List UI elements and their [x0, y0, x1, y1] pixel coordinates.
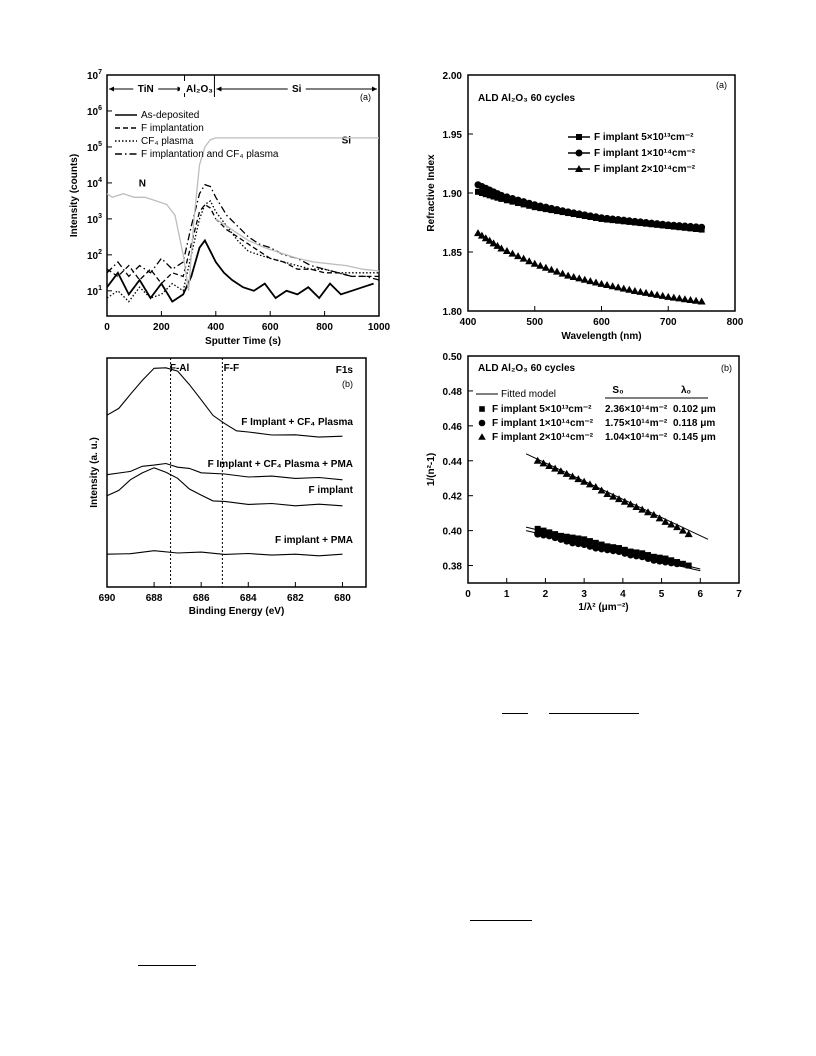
region-annotation: N [138, 178, 146, 190]
x-tick-label: 0 [104, 322, 110, 333]
panel-label: (a) [360, 92, 371, 102]
x-tick-label: 700 [659, 317, 677, 328]
table-lambda0-value: 0.102 μm [673, 404, 716, 415]
arrow-head [109, 87, 114, 92]
equation-rule [138, 965, 196, 966]
x-tick-label: 200 [153, 322, 170, 333]
x-axis-label: Wavelength (nm) [561, 331, 642, 342]
fit-legend-label: Fitted model [501, 389, 557, 400]
x-tick-label: 800 [726, 317, 744, 328]
legend-label: F implant 5×10¹³cm⁻² [492, 404, 592, 415]
legend-label: F implant 5×10¹³cm⁻² [594, 132, 694, 143]
x-tick-label: 3 [581, 589, 587, 600]
x-tick-label: 7 [736, 589, 742, 600]
series-line [107, 185, 379, 280]
y-tick-label: 0.42 [442, 491, 462, 503]
y-tick-exponent: 2 [98, 248, 103, 256]
x-tick-label: 690 [98, 593, 116, 604]
spectrum-label: F Implant + CF₄ Plasma [241, 417, 353, 428]
x-axis-label: Binding Energy (eV) [188, 606, 285, 617]
legend-label: F implantation and CF₄ plasma [141, 149, 279, 160]
y-tick-label: 0.44 [442, 456, 462, 468]
y-tick-label: $10^7$ [87, 69, 103, 82]
y-tick-label: 0.40 [442, 526, 462, 538]
y-tick-label: 0.46 [442, 421, 462, 433]
legend-label: F implant 2×10¹⁴cm⁻² [594, 164, 696, 175]
y-tick-label: $10^4$ [87, 176, 103, 190]
arrow-head [372, 87, 377, 92]
y-axis-label: Intensity (counts) [69, 153, 80, 238]
x-tick-label: 0 [465, 589, 471, 600]
peak-marker-label: F-Al [169, 363, 190, 374]
equation-rule [470, 920, 532, 921]
legend-label: F implant 1×10¹⁴cm⁻² [594, 148, 696, 159]
spectrum-line [107, 551, 343, 556]
region-annotation: Si [341, 135, 352, 147]
data-point [609, 282, 617, 289]
legend-marker [576, 150, 583, 157]
y-tick-exponent: 1 [98, 284, 103, 292]
y-tick-label: 1.80 [442, 307, 462, 318]
plot-frame [107, 358, 366, 587]
x-tick-label: 680 [334, 593, 351, 604]
x-tick-label: 600 [593, 317, 610, 328]
equation-rule [502, 713, 528, 714]
x-axis-label: Sputter Time (s) [205, 336, 281, 347]
y-tick-label: 1.85 [442, 248, 462, 259]
region-label: Si [291, 84, 302, 95]
table-header-lambda0: λ₀ [680, 385, 692, 396]
legend-marker [576, 134, 582, 140]
table-s0-value: 1.04×10¹⁴m⁻² [605, 432, 668, 443]
y-tick-label: 2.00 [442, 71, 462, 82]
panel-label: (a) [716, 80, 727, 90]
data-point [614, 283, 622, 290]
y-tick-label: $10^6$ [87, 104, 103, 118]
table-lambda0-value: 0.145 μm [673, 432, 716, 443]
x-tick-label: 6 [697, 589, 704, 600]
y-tick-label: 0.48 [442, 386, 462, 398]
spectrum-label: F Implant + CF₄ Plasma + PMA [207, 459, 353, 470]
x-tick-label: 400 [207, 322, 225, 333]
table-lambda0-value: 0.118 μm [673, 418, 716, 429]
x-tick-label: 682 [287, 593, 304, 604]
data-point [698, 224, 705, 231]
x-tick-label: 684 [239, 593, 257, 604]
y-axis-label: Intensity (a. u.) [89, 437, 100, 508]
y-tick-label: $10^5$ [87, 140, 103, 154]
y-tick-label: 0.38 [442, 561, 462, 573]
fit-line [526, 454, 708, 540]
legend-label: As-deposited [141, 110, 200, 121]
chart-title: ALD Al₂O₃ 60 cycles [478, 93, 576, 104]
x-axis-label: 1/λ² (μm⁻²) [578, 602, 629, 613]
y-tick-label: 0.50 [442, 352, 462, 363]
table-header-s0: S₀ [612, 385, 624, 396]
y-tick-exponent: 5 [98, 140, 103, 148]
core-level-label: F1s [335, 365, 353, 376]
y-tick-label: 1.90 [442, 189, 462, 200]
y-tick-exponent: 4 [98, 176, 103, 184]
x-tick-label: 600 [261, 322, 279, 333]
data-point [698, 298, 706, 305]
peak-marker-label: F-F [223, 363, 240, 374]
table-s0-value: 1.75×10¹⁴m⁻² [605, 418, 668, 429]
spectrum-label: F implant + PMA [274, 535, 353, 546]
data-point [674, 560, 681, 567]
legend-label: CF₄ plasma [141, 136, 194, 147]
panel-label: (b) [342, 379, 353, 389]
plot-frame [468, 75, 735, 311]
x-tick-label: 1 [503, 589, 510, 600]
region-label: Al₂O₃ [186, 84, 213, 95]
chart-title: ALD Al₂O₃ 60 cycles [478, 363, 576, 374]
panel-label: (b) [721, 363, 732, 373]
data-point [625, 286, 633, 293]
y-axis-label: 1/(n²-1) [426, 452, 437, 487]
y-tick-exponent: 3 [98, 212, 103, 220]
legend-label: F implant 2×10¹⁴cm⁻² [492, 432, 594, 443]
x-tick-label: 688 [145, 593, 163, 604]
region-label: TiN [137, 84, 154, 95]
x-tick-label: 400 [459, 317, 477, 328]
legend-label: F implant 1×10¹⁴cm⁻² [492, 418, 594, 429]
y-axis-label: Refractive Index [426, 154, 437, 232]
x-tick-label: 500 [526, 317, 544, 328]
x-tick-label: 5 [658, 589, 665, 600]
equation-rule [549, 713, 639, 714]
x-tick-label: 2 [542, 589, 549, 600]
spectrum-label: F implant [308, 485, 353, 496]
x-tick-label: 686 [192, 593, 210, 604]
x-tick-label: 1000 [367, 322, 391, 333]
y-tick-label: $10^2$ [87, 248, 103, 262]
y-tick-label: $10^1$ [87, 284, 103, 298]
data-point [620, 285, 628, 292]
legend-marker [479, 420, 486, 427]
y-tick-exponent: 7 [98, 69, 103, 76]
legend-marker [479, 406, 485, 412]
y-tick-label: 1.95 [442, 130, 462, 141]
table-s0-value: 2.36×10¹⁴m⁻² [605, 404, 668, 415]
x-tick-label: 4 [620, 589, 626, 600]
legend-marker [478, 433, 486, 440]
y-tick-exponent: 6 [98, 104, 103, 112]
data-point [603, 281, 611, 288]
x-tick-label: 800 [316, 322, 333, 333]
series-line [216, 219, 379, 271]
series-line [107, 138, 379, 291]
y-tick-label: $10^3$ [87, 212, 103, 226]
legend-label: F implantation [141, 123, 204, 134]
